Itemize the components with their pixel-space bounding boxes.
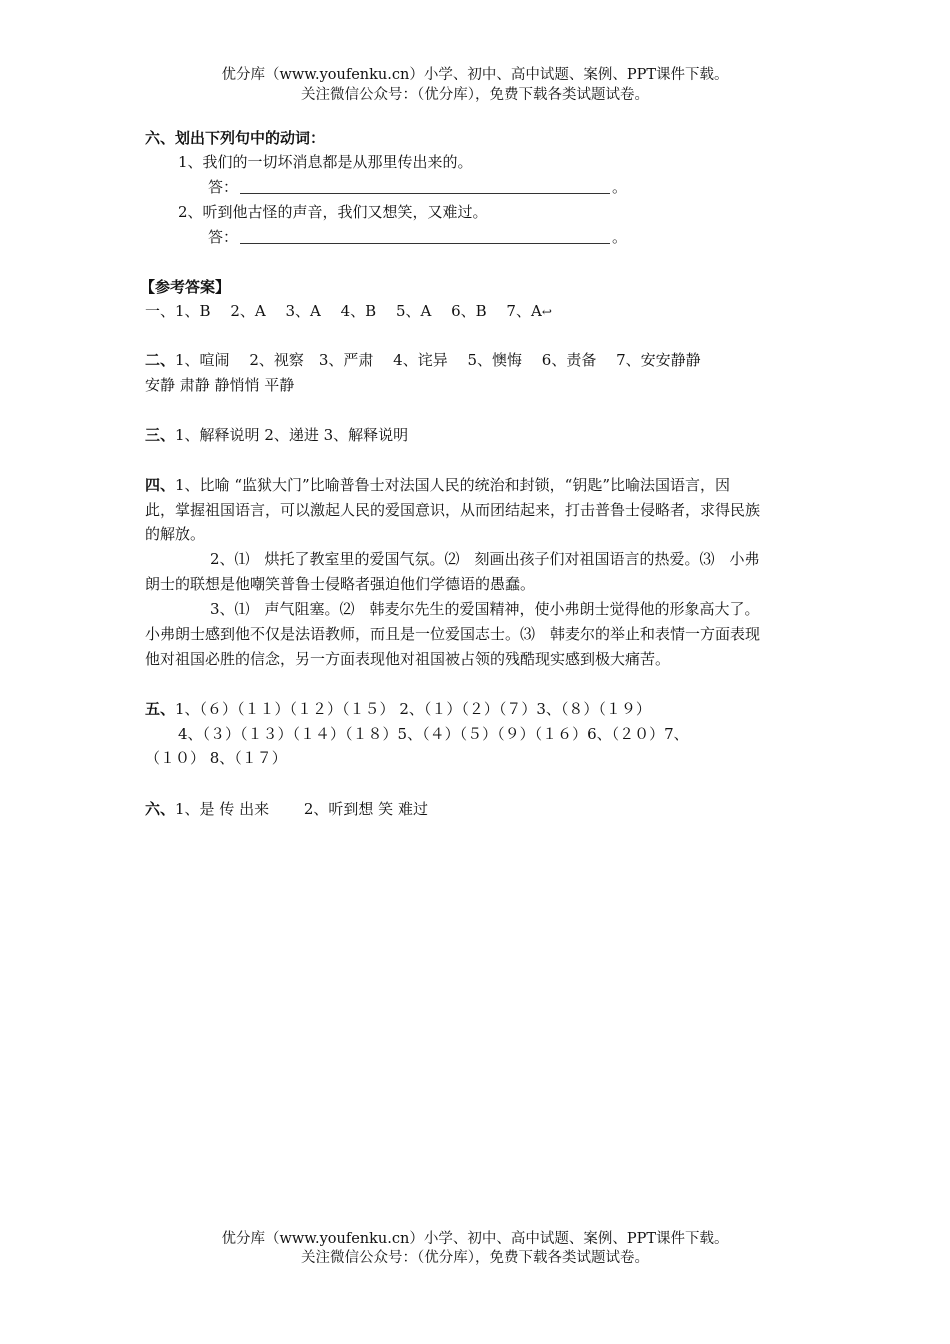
section-six-title: 六、划出下列句中的动词： (145, 129, 326, 147)
answers-five-text-1: 1、（６）（１１）（１２）（１５） 2、（１）（２）（７）3、（８）（１９） (175, 700, 651, 718)
question-1: 1、我们的一切坏消息都是从那里传出来的。 (178, 153, 473, 171)
answer-end-2: 。 (612, 228, 628, 246)
answers-four-3-line-2: 小弗朗士感到他不仅是法语教师，而且是一位爱国志士。⑶ 韩麦尔的举止和表情一方面表现 (145, 625, 761, 643)
answers-four-3-line-1: 3、⑴ 声气阻塞。⑵ 韩麦尔先生的爱国精神，使小弗朗士觉得他的形象高大了。 (210, 600, 760, 618)
answers-one (145, 299, 552, 324)
answers-three-label: 三、 (145, 426, 176, 444)
answer-label-1: 答： (208, 178, 239, 196)
answer-line-1 (208, 175, 627, 199)
answers-four-3-line-3: 他对祖国必胜的信念，另一方面表现他对祖国被占领的残酷现实感到极大痛苦。 (145, 650, 671, 668)
answers-two-text-1: 1、喧闹 2、视察 3、严肃 4、诧异 5、懊悔 6、责备 7、安安静静 (175, 351, 701, 369)
answer-end-1: 。 (612, 178, 628, 196)
answers-heading: 【参考答案】 (140, 278, 231, 296)
stray-mark-icon: ↩ (541, 305, 552, 319)
answers-six-label: 六、 (145, 800, 176, 818)
answers-four-line-3: 的解放。 (145, 525, 206, 543)
answers-four-2-line-2: 朗士的联想是他嘲笑普鲁士侵略者强迫他们学德语的愚蠢。 (145, 575, 536, 593)
answers-four-line-1 (145, 473, 730, 497)
answers-four-line-2: 此，掌握祖国语言，可以激起人民的爱国意识，从而团结起来，打击普鲁士侵略者，求得民族 (145, 501, 761, 519)
answers-four-label: 四、 (145, 476, 176, 494)
answers-six (145, 797, 428, 821)
answers-four-2-line-1: 2、⑴ 烘托了教室里的爱国气氛。⑵ 刻画出孩子们对祖国语言的热爱。⑶ 小弗 (210, 550, 760, 568)
answers-five-line-2: 4、（３）（１３）（１４）（１８）5、（４）（５）（９）（１６）6、（２０）7、 (178, 725, 689, 743)
answers-two-line-2: 安静 肃静 静悄悄 平静 (145, 376, 295, 394)
footer-line-2: 关注微信公众号：（优分库），免费下载各类试题试卷。 (301, 1250, 649, 1266)
answers-two-label: 二、 (145, 351, 176, 369)
header-line-1: 优分库（www.youfenku.cn）小学、初中、高中试题、案例、PPT课件下载。 (221, 67, 729, 83)
answers-one-text: 一、1、B 2、A 3、A 4、B 5、A 6、B 7、A (145, 302, 542, 320)
answers-four-text-1: 1、比喻 “监狱大门”比喻普鲁士对法国人民的统治和封锁，“钥匙”比喻法国语言，因 (175, 476, 731, 494)
answers-three (145, 423, 408, 447)
answers-five-line-3: （１０） 8、（１７） (145, 749, 287, 767)
answers-five-label: 五、 (145, 700, 176, 718)
answers-two-line-1 (145, 348, 701, 372)
answer-label-2: 答： (208, 228, 239, 246)
answers-six-text: 1、是 传 出来 2、听到想 笑 难过 (175, 800, 428, 818)
answer-line-2 (208, 225, 627, 249)
answer-blank-1[interactable] (240, 177, 610, 194)
answers-three-text: 1、解释说明 2、递进 3、解释说明 (175, 426, 409, 444)
header-line-2: 关注微信公众号：（优分库），免费下载各类试题试卷。 (301, 87, 649, 103)
answers-five-line-1 (145, 697, 651, 721)
footer-line-1: 优分库（www.youfenku.cn）小学、初中、高中试题、案例、PPT课件下载。 (221, 1231, 729, 1247)
answer-blank-2[interactable] (240, 227, 610, 244)
question-2: 2、听到他古怪的声音，我们又想笑，又难过。 (178, 203, 488, 221)
